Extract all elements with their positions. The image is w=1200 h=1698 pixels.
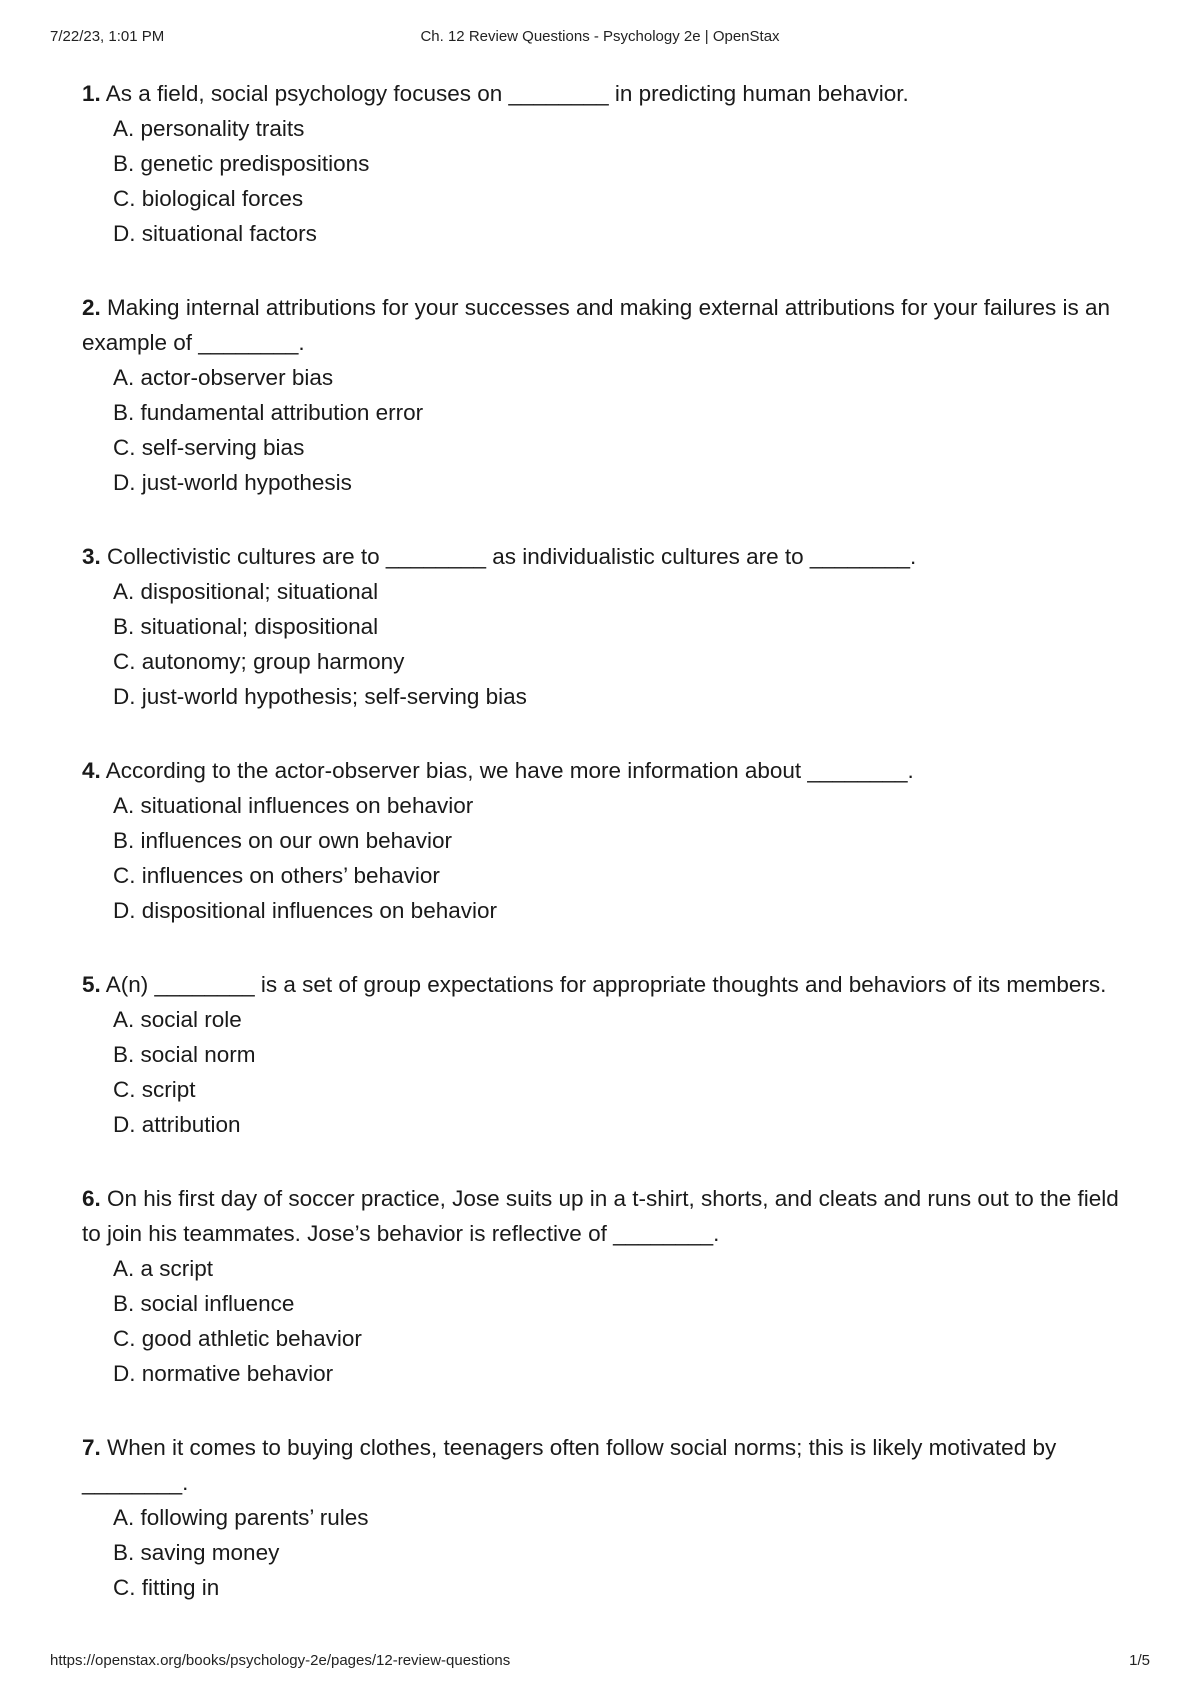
- answer-options: [82, 574, 1122, 714]
- answer-option: C. self-serving bias: [113, 435, 305, 460]
- page-url: https://openstax.org/books/psychology-2e/pages/12-review-questions: [50, 1652, 511, 1669]
- answer-options: [82, 111, 1122, 251]
- question-number: 1.: [82, 81, 101, 106]
- page-footer: [50, 1652, 1150, 1672]
- answer-option: A. personality traits: [113, 116, 305, 141]
- question-stem: [82, 539, 1122, 574]
- answer-option: C. autonomy; group harmony: [113, 649, 405, 674]
- question-7: [82, 1430, 1122, 1605]
- answer-options: [82, 360, 1122, 500]
- answer-option: C. good athletic behavior: [113, 1326, 362, 1351]
- question-number: 7.: [82, 1435, 101, 1460]
- answer-options: [82, 1251, 1122, 1391]
- answer-option: D. attribution: [113, 1112, 241, 1137]
- page-title: Ch. 12 Review Questions - Psychology 2e | OpenStax: [420, 28, 780, 45]
- answer-option: B. genetic predispositions: [113, 151, 370, 176]
- question-text: A(n) ________ is a set of group expectations for appropriate thoughts and behaviors of its members.: [105, 972, 1107, 997]
- answer-option: A. social role: [113, 1007, 242, 1032]
- question-3: [82, 539, 1122, 714]
- question-2: [82, 290, 1122, 500]
- answer-option: A. a script: [113, 1256, 214, 1281]
- answer-option: B. saving money: [113, 1540, 280, 1565]
- question-number: 3.: [82, 544, 101, 569]
- answer-option: C. fitting in: [113, 1575, 220, 1600]
- answer-option: D. normative behavior: [113, 1361, 334, 1386]
- question-number: 4.: [82, 758, 101, 783]
- answer-option: D. dispositional influences on behavior: [113, 898, 497, 923]
- page-header: [50, 28, 1150, 48]
- answer-options: [82, 788, 1122, 928]
- question-stem: [82, 1181, 1122, 1251]
- answer-option: B. influences on our own behavior: [113, 828, 452, 853]
- answer-option: A. following parents’ rules: [113, 1505, 369, 1530]
- answer-option: C. script: [113, 1077, 196, 1102]
- question-stem: [82, 967, 1122, 1002]
- answer-option: A. actor-observer bias: [113, 365, 334, 390]
- print-date: 7/22/23, 1:01 PM: [50, 28, 165, 45]
- answer-option: C. biological forces: [113, 186, 304, 211]
- answer-options: [82, 1002, 1122, 1142]
- question-text: Making internal attributions for your successes and making external attributions for your failures is an example of ________.: [82, 295, 1111, 355]
- answer-option: B. social norm: [113, 1042, 256, 1067]
- question-stem: [82, 290, 1122, 360]
- question-text: As a field, social psychology focuses on ________ in predicting human behavior.: [105, 81, 909, 106]
- question-number: 2.: [82, 295, 101, 320]
- page-number: 1/5: [1129, 1652, 1150, 1669]
- question-5: [82, 967, 1122, 1142]
- question-text: When it comes to buying clothes, teenagers often follow social norms; this is likely motivated by ________.: [82, 1435, 1057, 1495]
- question-text: On his first day of soccer practice, Jose suits up in a t-shirt, shorts, and cleats and runs out to the field to join his teammates. Jose’s behavior is reflective of ________.: [82, 1186, 1119, 1246]
- question-text: According to the actor-observer bias, we have more information about ________.: [105, 758, 914, 783]
- question-stem: [82, 1430, 1122, 1500]
- answer-option: B. social influence: [113, 1291, 295, 1316]
- answer-option: D. situational factors: [113, 221, 317, 246]
- question-stem: [82, 76, 1122, 111]
- answer-option: D. just-world hypothesis: [113, 470, 352, 495]
- answer-option: D. just-world hypothesis; self-serving bias: [113, 684, 527, 709]
- question-number: 6.: [82, 1186, 101, 1211]
- question-1: [82, 76, 1122, 251]
- answer-option: B. fundamental attribution error: [113, 400, 424, 425]
- answer-option: A. dispositional; situational: [113, 579, 379, 604]
- question-4: [82, 753, 1122, 928]
- question-number: 5.: [82, 972, 101, 997]
- question-text: Collectivistic cultures are to ________ as individualistic cultures are to ________.: [107, 544, 917, 569]
- question-stem: [82, 753, 1122, 788]
- question-6: [82, 1181, 1122, 1391]
- answer-option: A. situational influences on behavior: [113, 793, 474, 818]
- answer-option: B. situational; dispositional: [113, 614, 379, 639]
- question-list: [82, 76, 1122, 1644]
- answer-options: [82, 1500, 1122, 1605]
- answer-option: C. influences on others’ behavior: [113, 863, 440, 888]
